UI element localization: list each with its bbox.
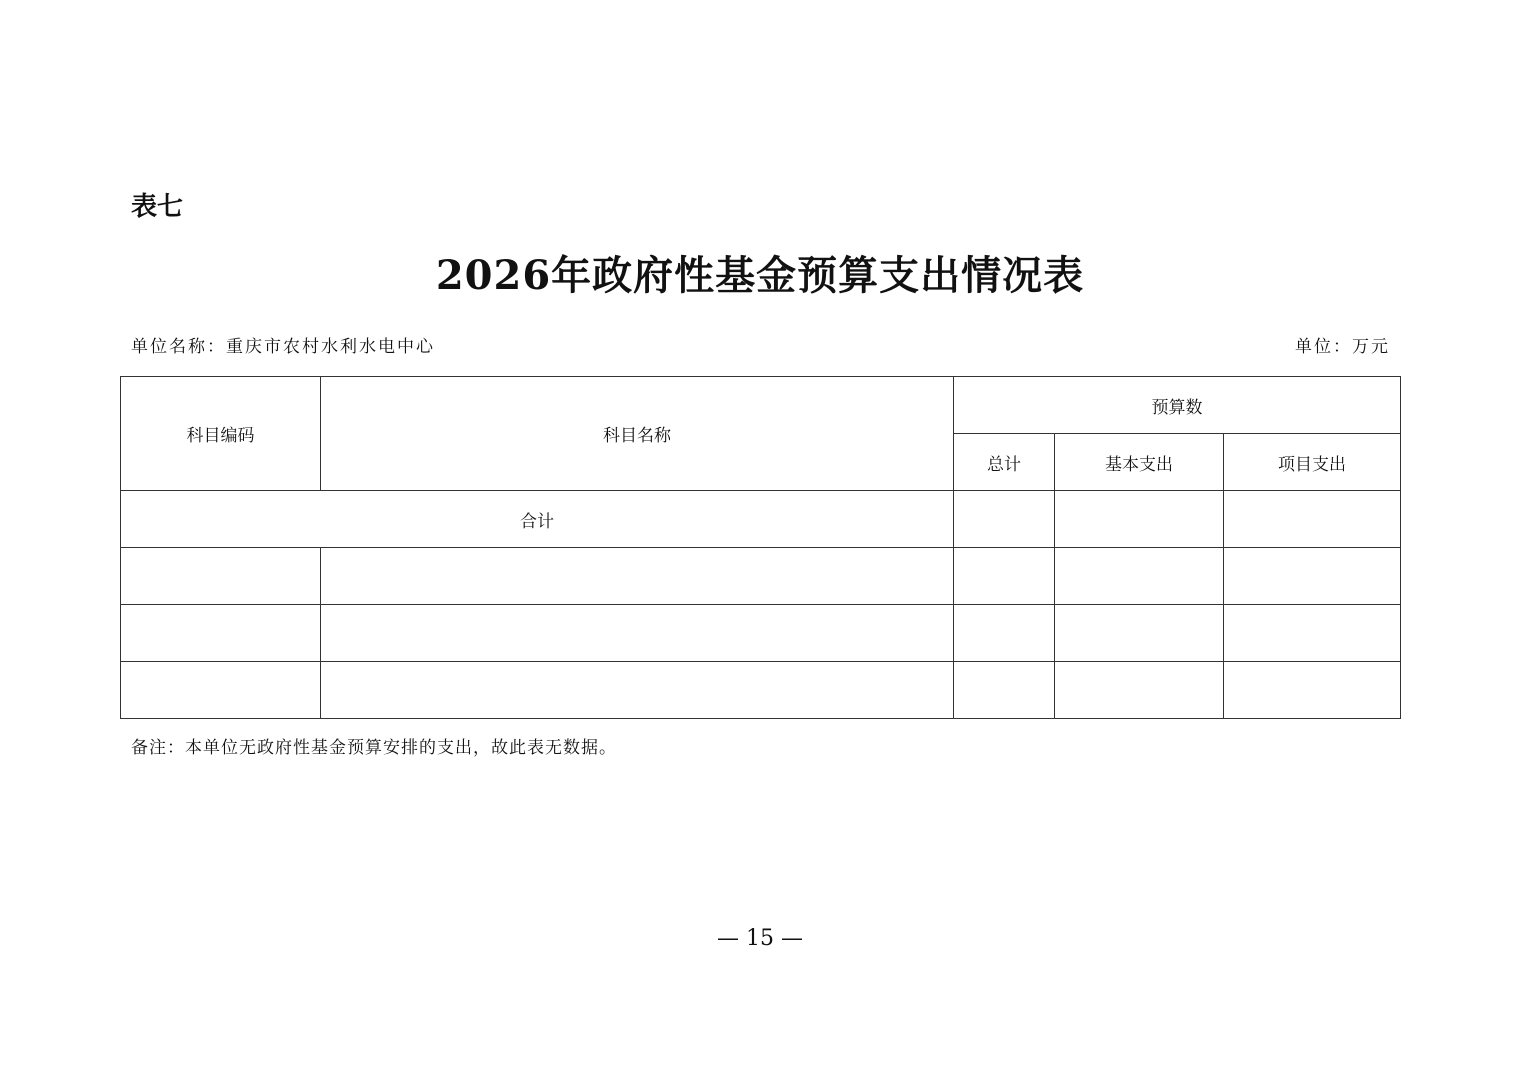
page-number: — 15 — (717, 926, 803, 951)
header-basic: 基本支出 (1055, 434, 1224, 491)
row-project (1224, 605, 1401, 662)
total-total (954, 491, 1055, 548)
table-number: 表七 (131, 192, 184, 222)
total-row (121, 491, 1401, 548)
row-name (321, 662, 954, 719)
header-project: 项目支出 (1224, 434, 1401, 491)
row-basic (1055, 548, 1224, 605)
budget-table (120, 376, 1401, 719)
row-total (954, 548, 1055, 605)
table-row (121, 662, 1401, 719)
row-total (954, 605, 1055, 662)
row-project (1224, 548, 1401, 605)
row-code (121, 548, 321, 605)
table-row (121, 548, 1401, 605)
table-row (121, 605, 1401, 662)
total-project (1224, 491, 1401, 548)
header-code: 科目编码 (121, 377, 321, 491)
total-basic (1055, 491, 1224, 548)
row-name (321, 605, 954, 662)
header-total: 总计 (954, 434, 1055, 491)
header-name: 科目名称 (321, 377, 954, 491)
unit-name: 单位名称：重庆市农村水利水电中心 (131, 337, 435, 357)
row-basic (1055, 662, 1224, 719)
row-name (321, 548, 954, 605)
row-project (1224, 662, 1401, 719)
unit-label: 单位：万元 (1295, 337, 1390, 357)
table-note: 备注：本单位无政府性基金预算安排的支出，故此表无数据。 (131, 738, 617, 758)
row-code (121, 605, 321, 662)
row-basic (1055, 605, 1224, 662)
row-code (121, 662, 321, 719)
total-label: 合计 (121, 491, 954, 548)
header-row-1 (121, 377, 1401, 434)
page-title: 2026年政府性基金预算支出情况表 (435, 252, 1085, 299)
header-budget: 预算数 (954, 377, 1401, 434)
row-total (954, 662, 1055, 719)
